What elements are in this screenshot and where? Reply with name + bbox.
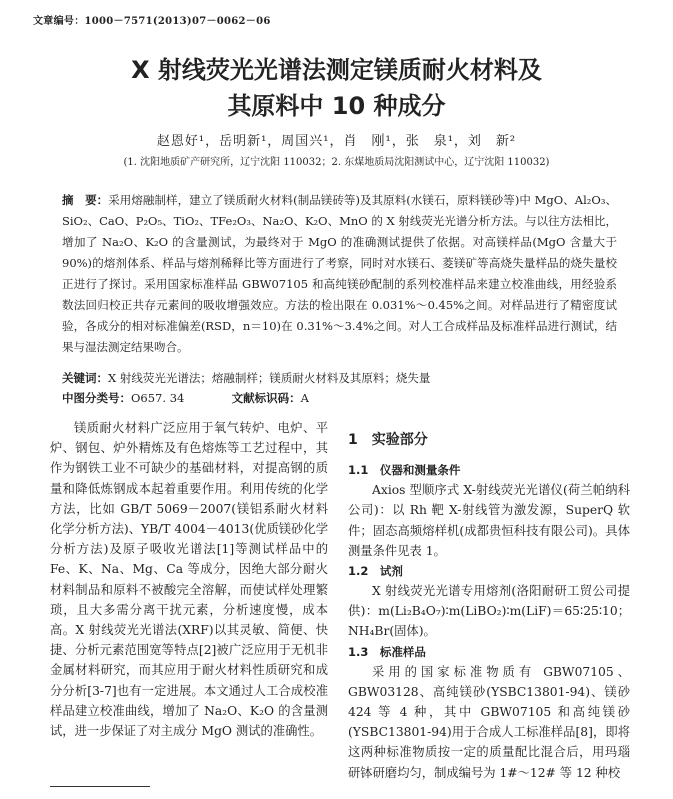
subsection-1-2-text: X 射线荧光光谱专用熔剂(洛阳耐研工贸公司提供)：m(Li₂B₄O₇)∶m(LiBO₂)∶m(LiF)＝65∶25∶10；NH₄Br(固体)。 (348, 584, 630, 639)
keywords-text: X 射线荧光光谱法；熔融制样；镁质耐火材料及其原料；烧失量 (108, 371, 431, 385)
article-number: 文章编号：1000－7571(2013)07－0062－06 (33, 16, 271, 27)
subsection-1-2-title: 1.2 试剂 (348, 564, 403, 579)
section-1-title: 1 实验部分 (348, 432, 428, 448)
affiliations: (1. 沈阳地质矿产研究所，辽宁沈阳 110032；2. 东煤地质局沈阳测试中心，辽宁沈阳 110032) (123, 157, 550, 168)
subsection-1-1-text: Axios 型顺序式 X-射线荧光光谱仪(荷兰帕纳科公司)：以 Rh 靶 X-射线管为激发源，SuperQ 软件；固态高频熔样机(成都贵恒科技有限公司)。具体测量条件见表 1。 (348, 483, 630, 558)
keywords (62, 368, 617, 388)
subsection-1-1-title: 1.1 仪器和测量条件 (348, 463, 461, 478)
right-column (348, 418, 630, 783)
abstract-label: 摘 要： (62, 193, 109, 207)
paper-title (0, 52, 673, 124)
author-list: 赵恩好¹，岳明新¹，周国兴¹，肖 刚¹，张 泉¹，刘 新² (156, 134, 517, 149)
doc-code-label: 文献标识码： (231, 391, 301, 405)
abstract-text: 采用熔融制样，建立了镁质耐火材料(制品镁砖等)及其原料(水镁石，原料镁砂等)中 MgO、Al₂O₃、SiO₂、CaO、P₂O₅、TiO₂、TFe₂O₃、Na₂O、K₂O、MnO 的 X 射线荧光光谱分析方法。与以往方法相比，增加了 Na₂O、K₂O 的含量测试，为最终对于 MgO 的准确测试提供了依据。对高镁样品(MgO 含量大于 90%)的熔剂体系、样品与熔剂稀释比等方面进行了考察，同时对水镁石、菱镁矿等高烧失量样品的烧失量校正进行了探讨。采用国家标准样品 GBW07105 和高纯镁砂配制的系列校准样品来建立校准曲线，用经验系数法回归校正共存元素间的吸收增强效应。方法的检出限在 0.031%～0.45%之间。对样品进行了精密度试验，各成分的相对标准偏差(RSD，n＝10)在 0.31%～3.4%之间。对人工合成样品及标准样品进行测试，结果与湿法测定结果吻合。 (62, 193, 618, 354)
abstract (62, 190, 617, 358)
subsection-1-3-text: 采用的国家标准物质有 GBW07105、GBW03128、高纯镁砂(YSBC13801-94)、镁砂 424 等 4 种，其中 GBW07105 和高纯镁砂(YSBC13801-94)用于合成人工标准样品[8]，即将这两种标准物质按一定的质量配比混合后，用玛瑙研钵研磨均匀，制成编号为 1#～12# 等 12 种校 (348, 664, 630, 780)
footnote-rule (50, 786, 150, 787)
intro-paragraph: 镁质耐火材料广泛应用于氧气转炉、电炉、平炉、钢包、炉外精炼及有色熔炼等工艺过程中，其作为钢铁工业不可缺少的基础材料，对提高钢的质量和降低炼钢成本起着重要作用。利用传统的化学方法，比如 GB/T 5069－2007(镁铝系耐火材料化学分析方法)、YB/T 4004－4013(优质镁砂化学分析方法)及原子吸收光谱法[1]等测试样品中的 Fe、K、Na、Mg、Ca 等成分，因绝大部分耐火材料制品和原料不被酸完全溶解，而使试样处理繁琐，且大多需分离干扰元素，分析速度慢，成本高。X 射线荧光光谱法(XRF)以其灵敏、简便、快捷、分析元素范围宽等特点[2]被广泛应用于无机非金属材料研究，而其应用于耐火材料性质研究和成分分析[3-7]也有一定进展。本文通过人工合成校准样品建立校准曲线，增加了 Na₂O、K₂O 的含量测试，进一步保证了对主成分 MgO 测试的准确性。 (50, 421, 328, 739)
keywords-label: 关键词： (62, 371, 108, 385)
subsection-1-3-title: 1.3 标准样品 (348, 644, 426, 659)
title-line-1: X 射线荧光光谱法测定镁质耐火材料及 (131, 56, 542, 84)
clc-label: 中图分类号： (62, 391, 131, 405)
title-line-2: 其原料中 10 种成分 (227, 92, 446, 120)
clc-value: O657. 34 (131, 391, 185, 405)
classification-line (62, 388, 617, 408)
doc-code-value: A (300, 391, 309, 405)
